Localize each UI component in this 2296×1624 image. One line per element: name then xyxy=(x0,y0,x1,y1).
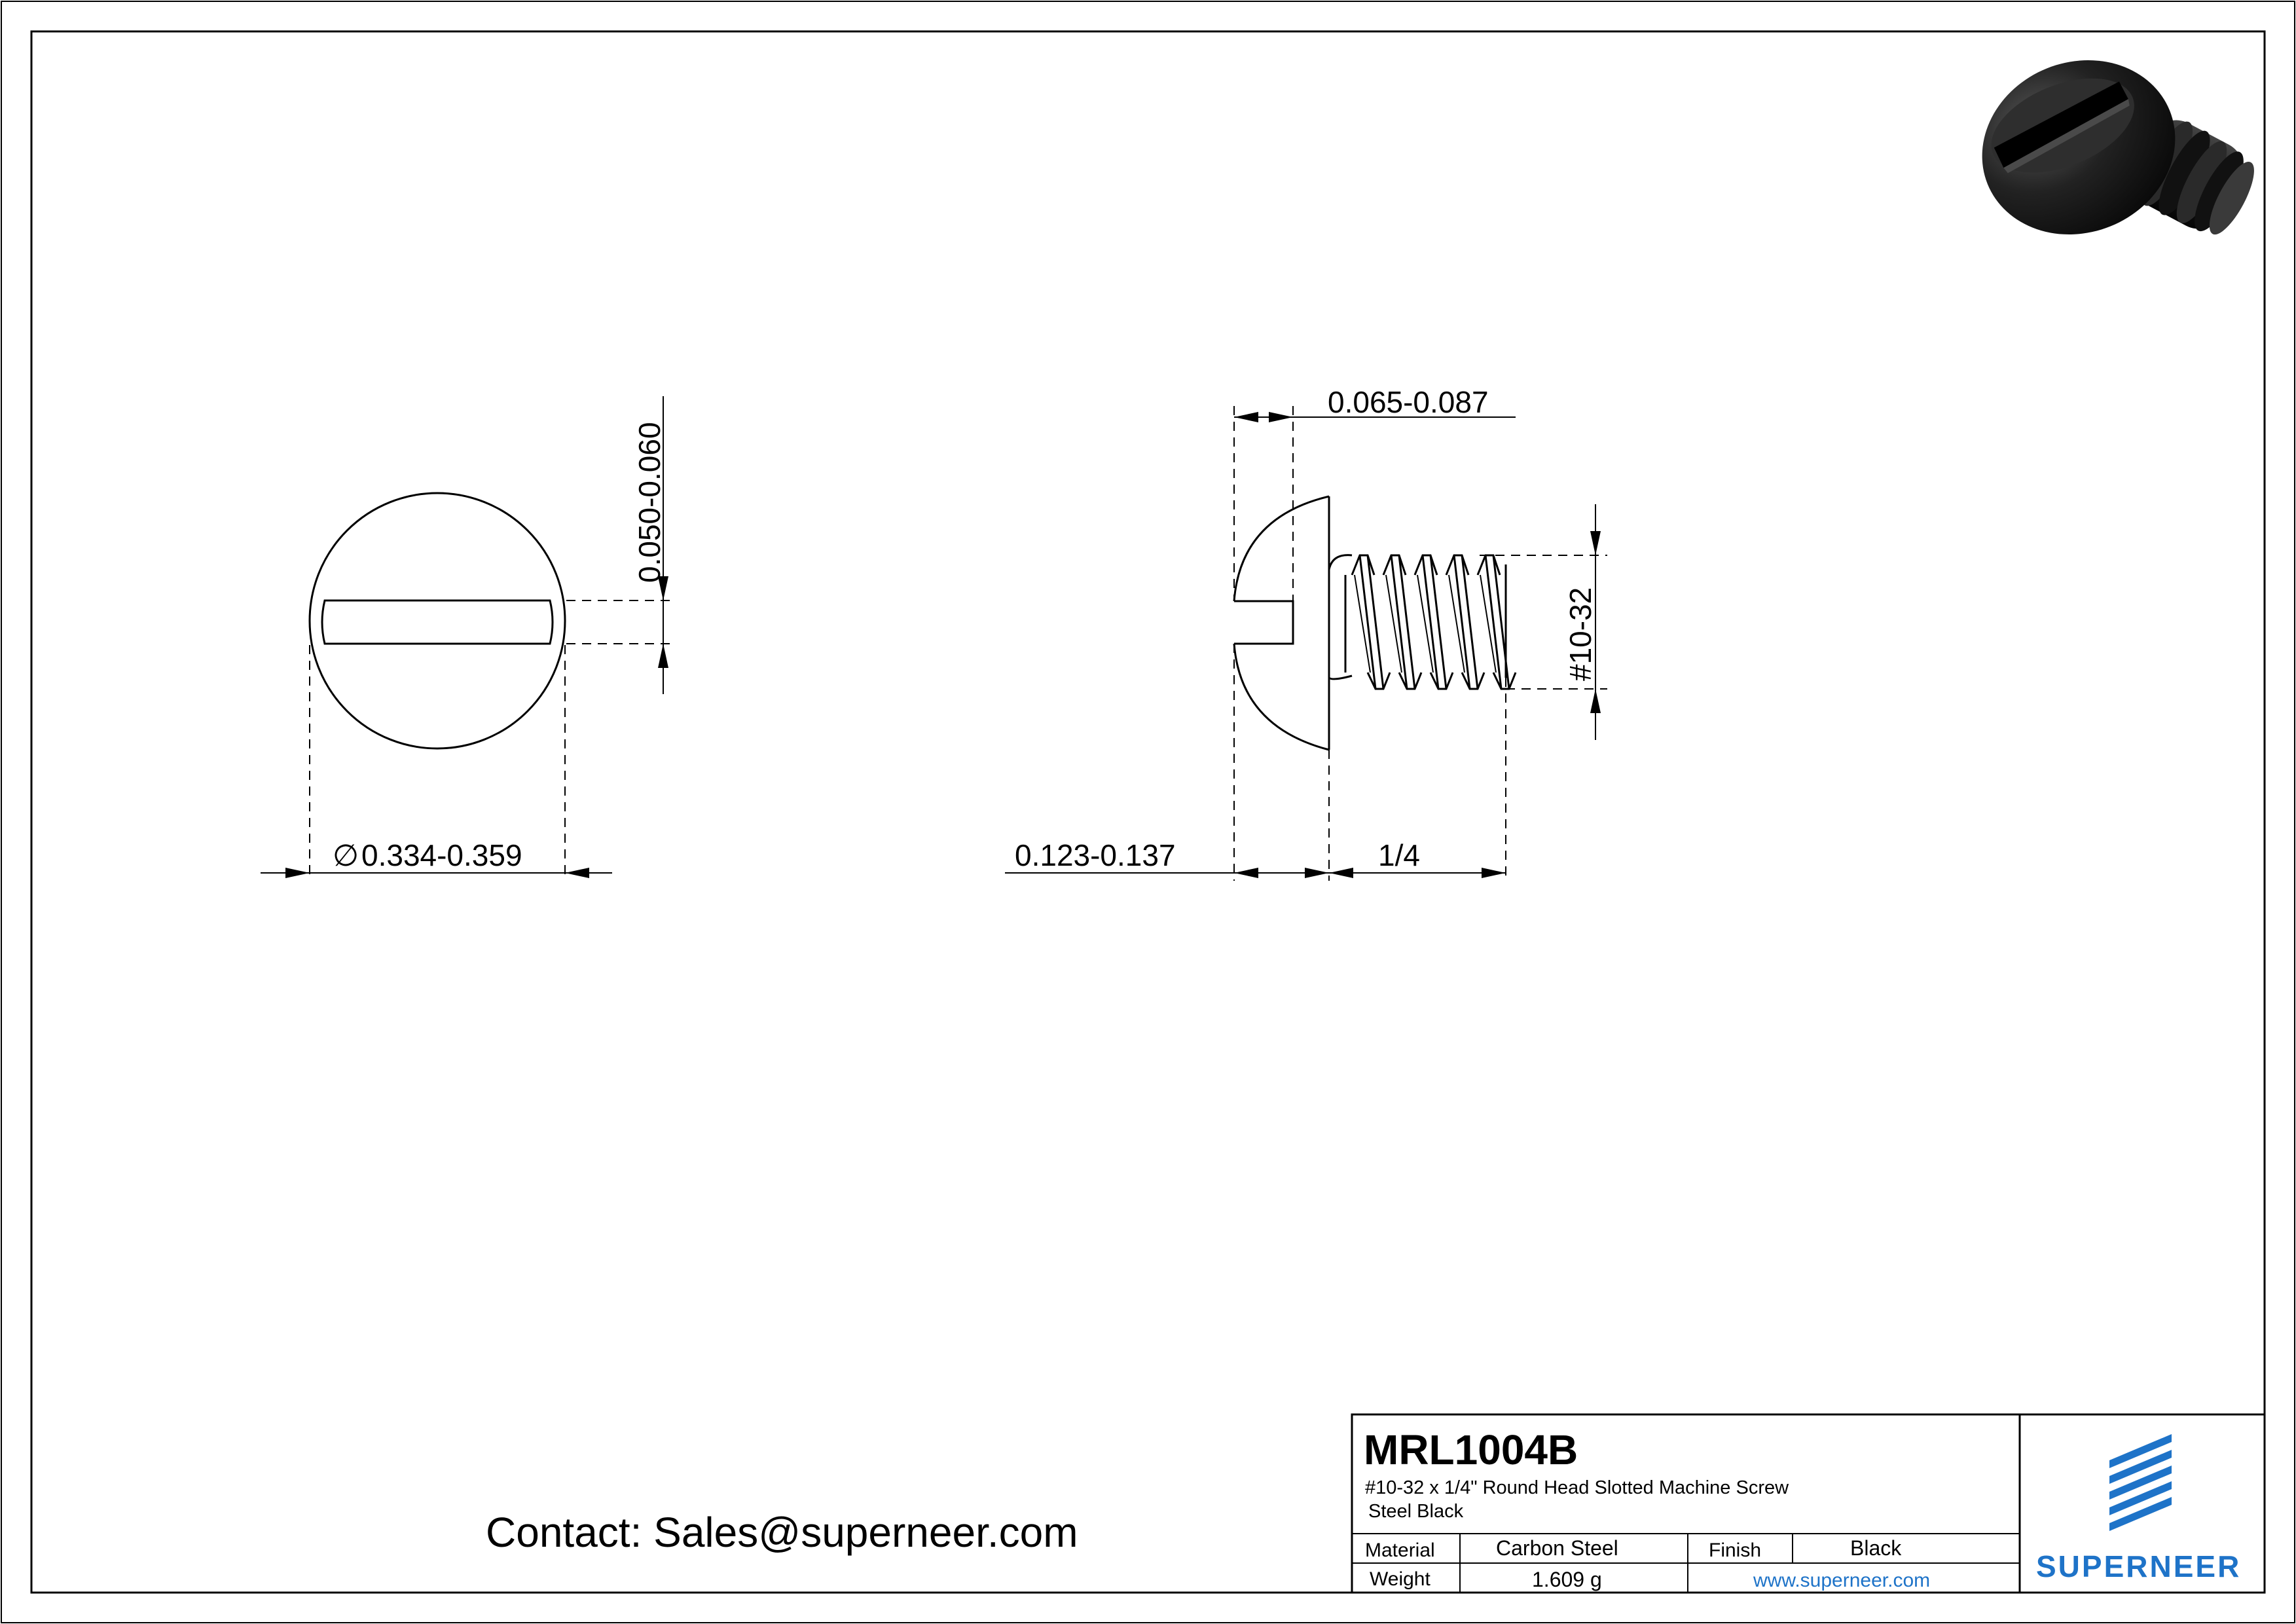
thread-crest-top xyxy=(1352,555,1374,575)
brand-name: SUPERNEER xyxy=(2036,1549,2242,1583)
material-value: Carbon Steel xyxy=(1496,1536,1618,1560)
finish-value: Black xyxy=(1850,1536,1902,1560)
dim-length: 1/4 xyxy=(1378,838,1420,872)
thread-crest-top xyxy=(1446,555,1468,575)
thread-crest-top xyxy=(1383,555,1406,575)
thread-crest-bottom xyxy=(1430,673,1453,689)
thread-crest-top xyxy=(1415,555,1437,575)
finish-label: Finish xyxy=(1709,1540,1762,1561)
contact-text: Contact: Sales@superneer.com xyxy=(486,1509,1078,1556)
thread-crest-bottom xyxy=(1493,673,1516,689)
thread-crest-bottom xyxy=(1462,673,1484,689)
material-label: Material xyxy=(1365,1540,1435,1561)
dim-head-diameter-symbol: ∅ xyxy=(333,838,359,872)
part-number: MRL1004B xyxy=(1364,1426,1578,1473)
dim-head-height: 0.123-0.137 xyxy=(1015,838,1176,872)
weight-label: Weight xyxy=(1370,1568,1430,1590)
weight-value: 1.609 g xyxy=(1532,1568,1602,1591)
title-block xyxy=(1352,1414,2265,1593)
website-link[interactable]: www.superneer.com xyxy=(1753,1570,1931,1591)
dim-slot-depth: 0.065-0.087 xyxy=(1328,385,1489,419)
dim-head-diameter: 0.334-0.359 xyxy=(361,838,522,872)
dim-thread-size: #10-32 xyxy=(1563,587,1597,681)
drawing-frame xyxy=(1,1,2295,1623)
part-description-line1: #10-32 x 1/4" Round Head Slotted Machine Screw xyxy=(1365,1477,1789,1498)
thread-crest-top xyxy=(1478,555,1500,575)
side-view xyxy=(1005,385,1607,881)
thread-crest-bottom xyxy=(1399,673,1421,689)
screw-3d-render xyxy=(1956,31,2265,263)
front-view xyxy=(261,396,674,881)
superneer-logo-icon xyxy=(2109,1434,2172,1531)
part-description-line2: Steel Black xyxy=(1368,1501,1464,1522)
dim-slot-width: 0.050-0.060 xyxy=(632,422,666,583)
thread-profile xyxy=(1352,555,1516,689)
thread-crest-bottom xyxy=(1368,673,1390,689)
